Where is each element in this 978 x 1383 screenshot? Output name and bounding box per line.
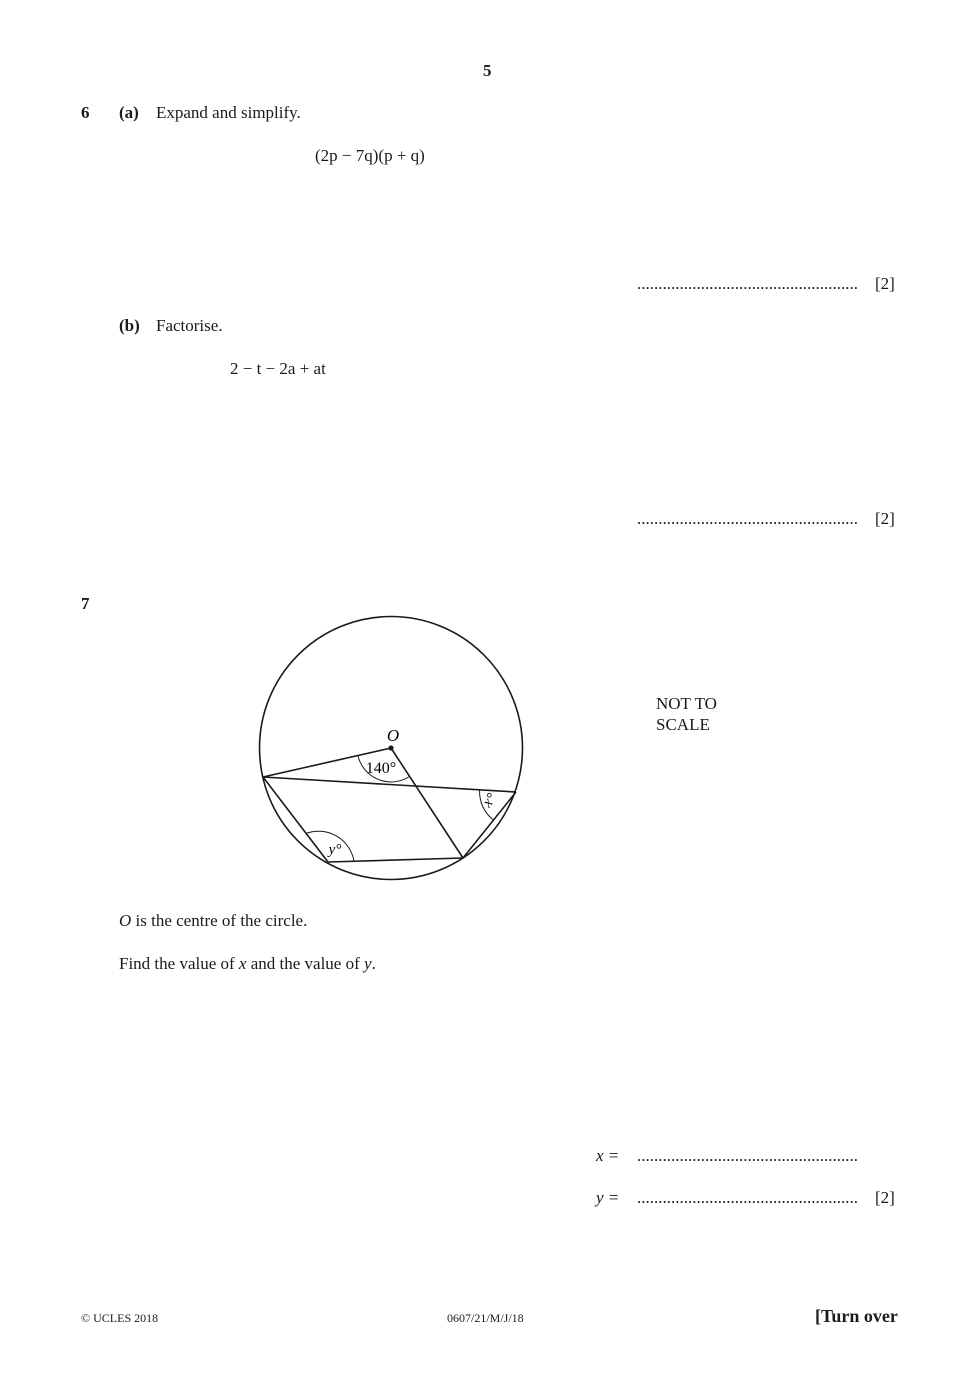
angle-y-label: y° xyxy=(328,842,342,858)
q7-statement xyxy=(119,911,307,931)
q6a-expression: (2p − 7q)(p + q) xyxy=(315,146,425,165)
angle-x-label: x° xyxy=(479,790,501,811)
footer-code: 0607/21/M/J/18 xyxy=(447,1311,524,1325)
not-to-scale-line1: NOT TO xyxy=(656,694,717,713)
q7-question-pre: Find the value of xyxy=(119,954,239,973)
chord-bottom xyxy=(328,858,463,862)
not-to-scale-line2: SCALE xyxy=(656,715,710,734)
q6a-answer-line[interactable]: .................................................... xyxy=(637,274,858,293)
q7-marks: [2] xyxy=(875,1188,895,1207)
q6a-label: (a) xyxy=(119,103,139,122)
q7-question-end: . xyxy=(371,954,376,973)
question-6-number: 6 xyxy=(81,103,90,122)
q7-statement-var: O xyxy=(119,911,132,930)
angle-centre-label: 140° xyxy=(365,760,397,777)
q6a-instruction: Expand and simplify. xyxy=(156,103,301,122)
q7-question-x: x xyxy=(238,954,247,973)
centre-point xyxy=(388,745,393,750)
q7-question xyxy=(119,954,376,974)
answer-x-label: x = xyxy=(596,1146,620,1165)
q6b-instruction: Factorise. xyxy=(156,316,223,335)
q6b-answer-line[interactable]: .................................................... xyxy=(637,509,858,528)
q7-statement-rest: is the centre of the circle. xyxy=(131,911,308,930)
circle-diagram xyxy=(240,600,540,900)
q6b-marks: [2] xyxy=(875,509,895,528)
answer-y-label: y = xyxy=(596,1188,620,1207)
q7-question-y: y xyxy=(364,954,372,973)
q6b-label: (b) xyxy=(119,316,140,335)
answer-x-line[interactable]: .................................................... xyxy=(637,1146,858,1165)
q7-question-mid: and the value of xyxy=(246,954,365,973)
q6b-expression: 2 − t − 2a + at xyxy=(230,359,326,378)
question-7-number: 7 xyxy=(81,594,90,613)
footer-turn-over: [Turn over xyxy=(815,1306,898,1326)
page-number: 5 xyxy=(483,61,492,80)
radius-right xyxy=(391,748,463,858)
footer-copyright: © UCLES 2018 xyxy=(81,1311,159,1325)
chord-top xyxy=(263,777,516,792)
answer-y-line[interactable]: .................................................... xyxy=(637,1188,858,1207)
centre-label: O xyxy=(386,726,400,745)
q6a-marks: [2] xyxy=(875,274,895,293)
chord-left xyxy=(263,777,328,862)
